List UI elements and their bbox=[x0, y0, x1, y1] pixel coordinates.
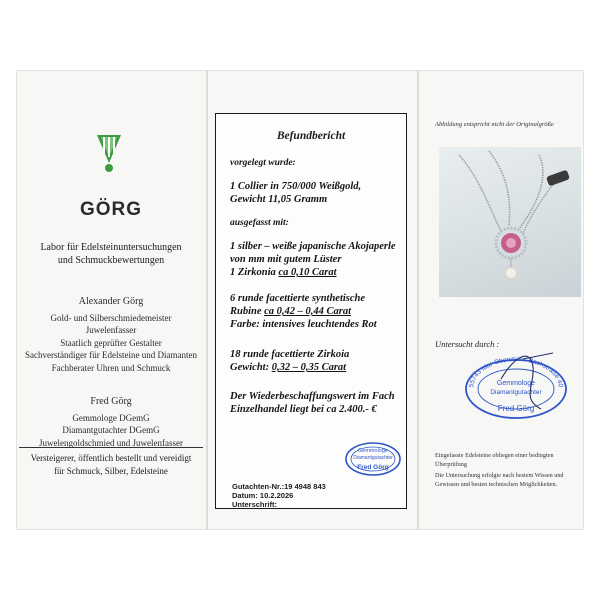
stones-zirkoia: 18 runde facettierte Zirkoia Gewicht: 0,32 – 0,35 Carat bbox=[230, 349, 350, 373]
image-caption: Abbildung entspricht nicht der Originalgröße bbox=[435, 121, 554, 128]
item-description: 1 Collier in 750/000 Weißgold, Gewicht 11,05 Gramm bbox=[230, 181, 362, 205]
fold-line-left bbox=[206, 71, 208, 529]
brand-name: GÖRG bbox=[79, 199, 143, 220]
svg-text:Fred Görg: Fred Görg bbox=[357, 464, 389, 471]
report-date: Datum: 10.2.2026 bbox=[232, 491, 294, 500]
right-panel bbox=[421, 71, 585, 531]
stamp-fred-goerg-center bbox=[344, 441, 402, 477]
svg-text:Diamantgutachter: Diamantgutachter bbox=[490, 389, 542, 396]
disclaimer-note: Eingefasste Edelsteine obliegen einer bedingten Überprüfung Die Untersuchung erfolgte nach bestem Wissen und Gewissen und besten technischen Möglichkeiten. bbox=[435, 452, 564, 488]
report-title: Befundbericht bbox=[276, 130, 346, 142]
report-meta bbox=[232, 482, 326, 509]
person-name: Alexander Görg bbox=[78, 296, 144, 307]
zirconia-carat: ca 0,10 Carat bbox=[278, 267, 337, 278]
replacement-value: Der Wiederbeschaffungswert im Fach Einzelhandel liegt bei ca 2.400.- € bbox=[230, 391, 395, 415]
center-panel bbox=[209, 71, 413, 531]
set-label: ausgefasst mit: bbox=[230, 218, 289, 228]
presented-label: vorgelegt wurde: bbox=[230, 158, 296, 168]
examined-by-label: Untersucht durch : bbox=[435, 339, 500, 349]
svg-text:Gemmologe: Gemmologe bbox=[358, 448, 388, 454]
svg-text:Gemmologe: Gemmologe bbox=[496, 380, 536, 387]
lab-title: Labor für Edelsteinuntersuchungen und Schmuckbewertungen bbox=[40, 242, 182, 266]
goerg-logo-icon bbox=[95, 133, 123, 173]
signature-label: Unterschrift: bbox=[232, 500, 278, 509]
report-number: Gutachten-Nr.:19 4948 843 bbox=[232, 482, 326, 491]
divider bbox=[19, 447, 203, 448]
appraisal-document bbox=[16, 70, 584, 530]
person-alexander-goerg: Alexander Görg Gold- und Silberschmiedemeister Juwelenfasser Staatlich geprüfter Gestalter Sachverständiger für Edelsteine und Diamanten Fachberater Uhren und Schmuck bbox=[17, 296, 205, 374]
person-fred-goerg: Fred Görg Gemmologe DGemG Diamantgutachter DGemG Juwelengoldschmied und Juwelenfasser bbox=[17, 396, 205, 449]
svg-text:55743 Idar-Oberstein · Bachstr: 55743 Idar-Oberstein · Bachstraße 40 bbox=[468, 356, 564, 388]
auctioneer-note: Versteigerer, öffentlich bestellt und vereidigt für Schmuck, Silber, Edelsteine bbox=[30, 453, 192, 476]
necklace-image bbox=[439, 147, 581, 297]
svg-text:Fred Görg: Fred Görg bbox=[497, 404, 535, 413]
fold-line-right bbox=[417, 71, 419, 529]
left-panel bbox=[17, 71, 205, 531]
stones-rubies: 6 runde facettierte synthetische Rubine ca 0,42 – 0,44 Carat Farbe: intensives leuchtendes Rot bbox=[230, 293, 377, 330]
svg-text:Diamantgutachter: Diamantgutachter bbox=[353, 455, 393, 461]
zirkoia-carat: 0,32 – 0,35 Carat bbox=[271, 362, 347, 373]
person-name: Fred Görg bbox=[90, 396, 132, 407]
stamp-fred-goerg-right bbox=[461, 349, 571, 421]
stones-pearl: 1 silber – weiße japanische Akojaperle von mm mit gutem Lüster 1 Zirkonia ca 0,10 Carat bbox=[230, 241, 396, 278]
necklace-photo bbox=[439, 147, 581, 297]
rubies-carat: ca 0,42 – 0,44 Carat bbox=[264, 306, 352, 317]
